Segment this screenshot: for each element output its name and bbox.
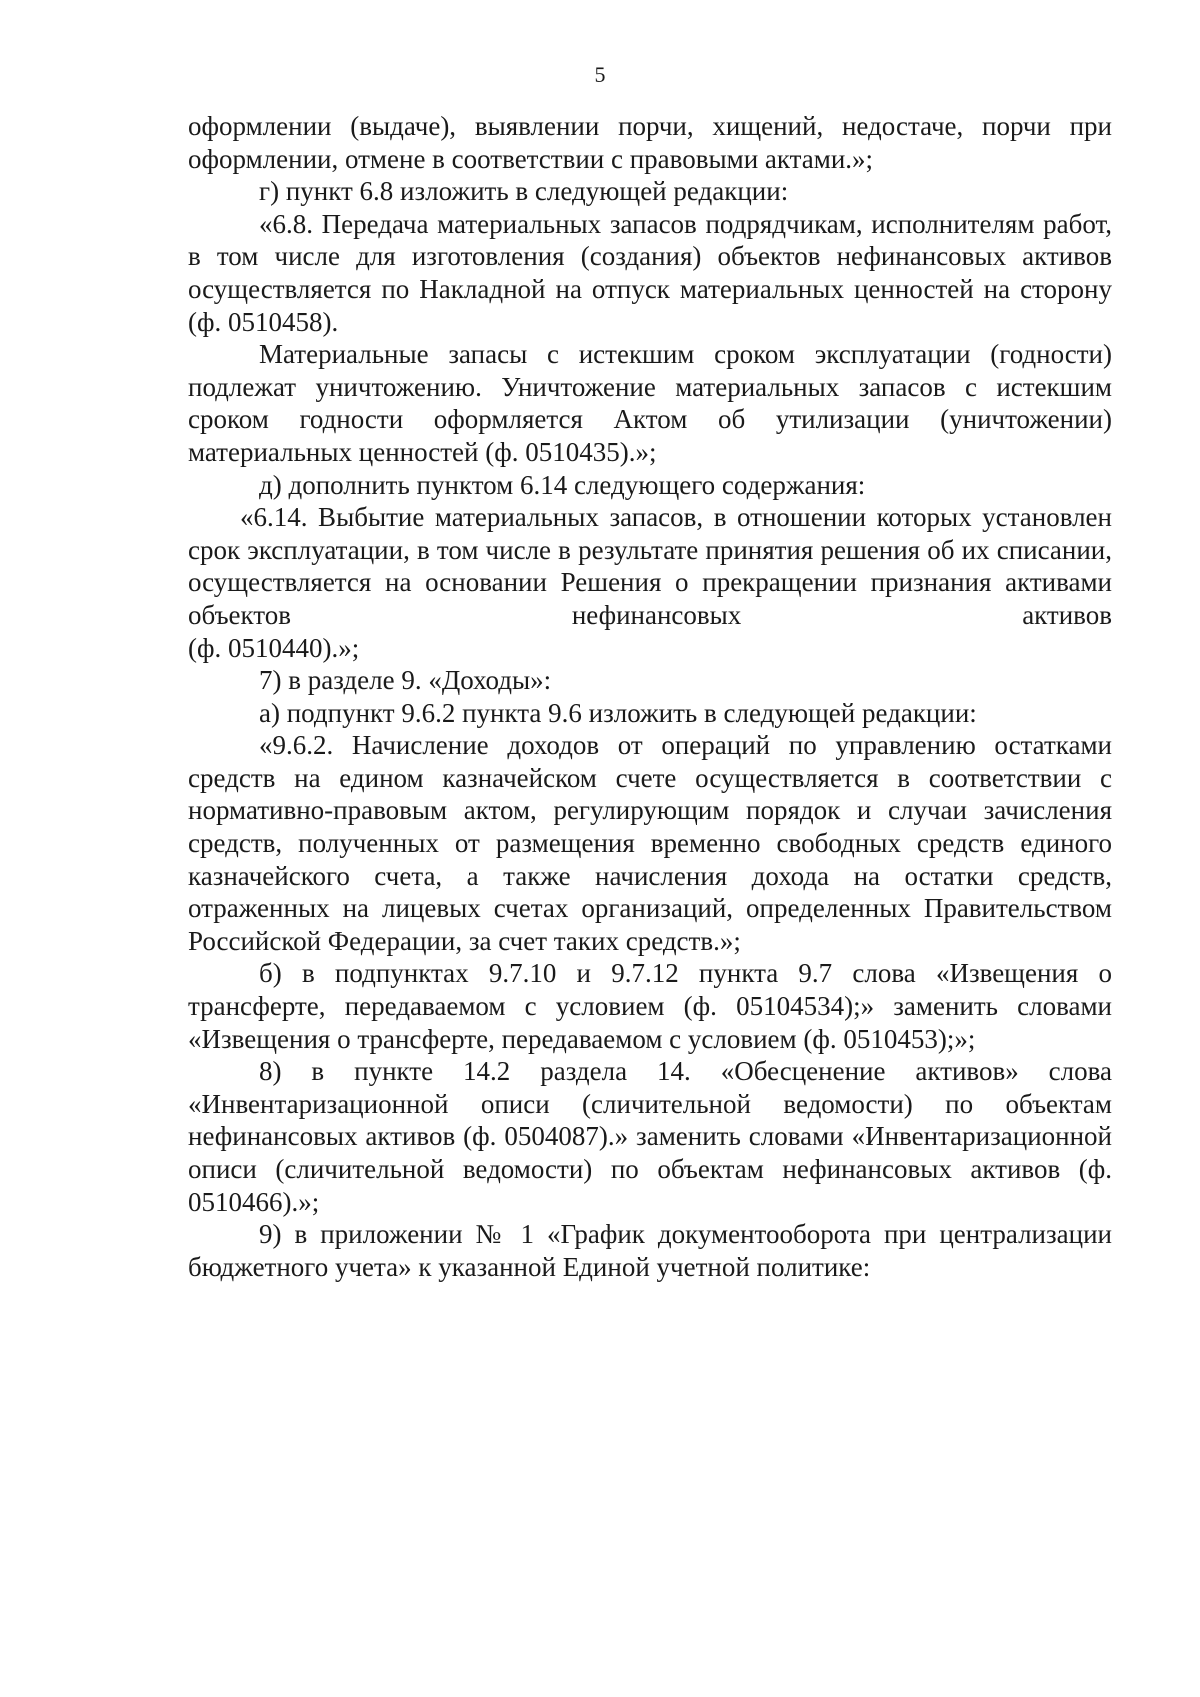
paragraph: 7) в разделе 9. «Доходы»:	[259, 665, 552, 696]
paragraph: (ф. 0510440).»;	[188, 632, 360, 663]
paragraph: «6.8. Передача материальных запасов подрядчикам, исполнителям работ, в том числе для изготовления (создания) объектов нефинансовых активов осуществляется по Накладной на отпуск материальных ценностей на сторону (ф. 0510458).	[188, 208, 1112, 337]
paragraph: а) подпункт 9.6.2 пункта 9.6 изложить в следующей редакции:	[259, 697, 977, 728]
page-number: 5	[594, 62, 606, 87]
paragraph: «9.6.2. Начисление доходов от операций по управлению остатками средств на едином казначейском счете осуществляется в соответствии с нормативно-правовым актом, регулирующим порядок и случаи зачисления средств, полученных от размещения временно свободных средств единого казначейского счета, а также начисления дохода на остатки средств, отраженных на лицевых счетах организаций, определенных Правительством Российской Федерации, за счет таких средств.»;	[188, 730, 1112, 956]
paragraph: 8) в пункте 14.2 раздела 14. «Обесценение активов» слова «Инвентаризационной описи (сличительной ведомости) по объектам нефинансовых активов (ф. 0504087).» заменить словами «Инвентаризационной описи (сличительной ведомости) по объектам нефинансовых активов (ф. 0510466).»;	[188, 1056, 1112, 1217]
document-body	[188, 110, 1112, 1283]
paragraph: б) в подпунктах 9.7.10 и 9.7.12 пункта 9.7 слова «Извещения о трансферте, передаваемом с условием (ф. 05104534);» заменить словами «Извещения о трансферте, передаваемом с условием (ф. 0510453);»;	[188, 958, 1112, 1054]
paragraph: «6.14. Выбытие материальных запасов, в отношении которых установлен срок эксплуатации, в том числе в результате принятия решения об их списании, осуществляется на основании Решения о прекращении признания активами объектов нефинансовых активов	[188, 502, 1112, 630]
paragraph: г) пункт 6.8 изложить в следующей редакции:	[259, 176, 789, 207]
paragraph: Материальные запасы с истекшим сроком эксплуатации (годности) подлежат уничтожению. Уничтожение материальных запасов с истекшим сроком годности оформляется Актом об утилизации (уничтожении) материальных ценностей (ф. 0510435).»;	[188, 339, 1112, 467]
paragraph: 9) в приложении № 1 «График документооборота при централизации бюджетного учета» к указанной Единой учетной политике:	[188, 1219, 1112, 1282]
paragraph: оформлении (выдаче), выявлении порчи, хищений, недостаче, порчи при оформлении, отмене в соответствии с правовыми актами.»;	[188, 111, 1112, 174]
paragraph: д) дополнить пунктом 6.14 следующего содержания:	[259, 469, 866, 500]
